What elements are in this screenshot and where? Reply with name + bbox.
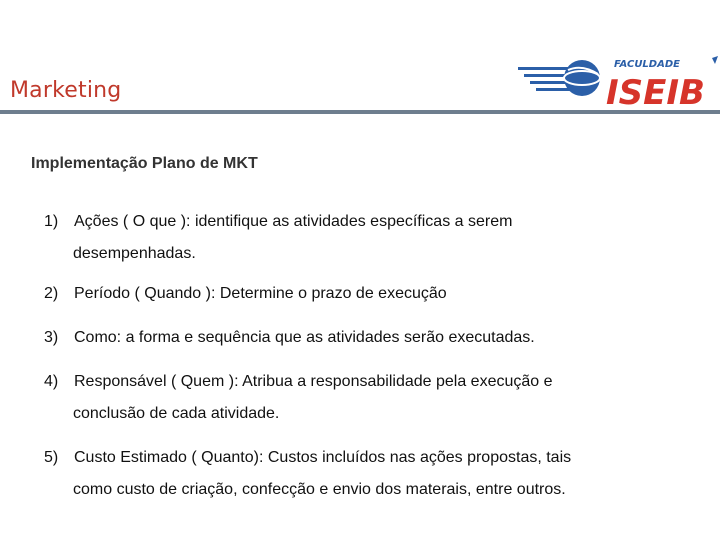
slide-subtitle: Implementação Plano de MKT (31, 155, 258, 172)
list-item-text-continued: desempenhadas. (73, 245, 196, 262)
logo-small-text: FACULDADE (614, 59, 680, 70)
list-item-text: Como: a forma e sequência que as atividades serão executadas. (74, 329, 535, 346)
list-item-number: 3) (44, 329, 59, 346)
list-item (44, 442, 684, 506)
slide-header-title: Marketing (10, 78, 122, 103)
header-divider (0, 110, 720, 114)
list-item-text: Responsável ( Quem ): Atribua a responsabilidade pela execução e (74, 373, 553, 390)
list-item-text: Período ( Quando ): Determine o prazo de execução (74, 285, 447, 302)
list-item-text-continued: como custo de criação, confecção e envio dos materais, entre outros. (73, 481, 566, 498)
iseib-logo (516, 52, 720, 108)
logo-big-text: ISEIB (606, 73, 705, 108)
list-item (44, 206, 684, 270)
list-item-number: 5) (44, 449, 59, 466)
list-item-number: 1) (44, 213, 59, 230)
list-item-text: Custo Estimado ( Quanto): Custos incluídos nas ações propostas, tais (74, 449, 572, 466)
list-item-number: 2) (44, 285, 59, 302)
list-item (44, 278, 684, 310)
list-item-number: 4) (44, 373, 59, 390)
list-item (44, 322, 684, 354)
implementation-list (44, 206, 684, 518)
list-item-text: Ações ( O que ): identifique as atividades específicas a serem (74, 213, 513, 230)
list-item (44, 366, 684, 430)
list-item-text-continued: conclusão de cada atividade. (73, 405, 280, 422)
iseib-logo-graphic (516, 52, 720, 108)
